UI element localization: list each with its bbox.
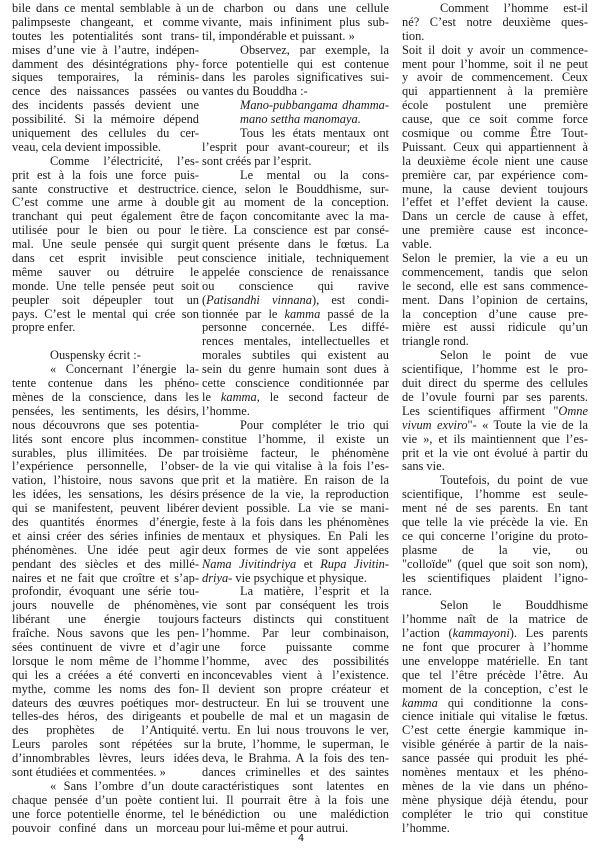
text-line: l’esprit pour avant-coureur; et ils	[202, 139, 389, 154]
text-run: ), est condi-	[311, 292, 389, 307]
text-line: mano settha manomaya.	[240, 112, 361, 127]
text-line: cosmique ou comme Être Tout-	[402, 126, 588, 141]
text-line: scientifique, l’homme est seule-	[402, 487, 588, 502]
text-line: Ouspensky écrit :-	[50, 348, 141, 363]
italic-term: kammayoni	[452, 626, 510, 641]
text-line: utilisée pour le bien ou pour le	[12, 223, 199, 238]
text-line: moment de la conception, c’est le	[402, 681, 588, 696]
text-line: sante constructive et destructrice.	[12, 181, 199, 196]
text-column-3	[402, 2, 588, 835]
text-line: triangle rond.	[402, 334, 469, 349]
text-line: prit et la matière. En raison de la	[202, 473, 389, 488]
text-run: tionnée par le	[202, 306, 285, 321]
text-run: ). Les parents	[509, 626, 588, 641]
text-line: vable.	[402, 237, 432, 252]
text-line: Selon le premier, la vie a eu un	[402, 251, 588, 266]
text-line: mythe, comme les noms des fon-	[12, 681, 199, 696]
text-line: sées continuent de vivre et d’agir	[12, 639, 199, 654]
text-line: Dans un cercle de cause à effet,	[402, 209, 588, 224]
text-line: morales subtiles qui existent au	[202, 348, 389, 363]
text-line: jours nouvelle de phénomènes,	[12, 598, 199, 613]
italic-term: kamma	[402, 695, 438, 710]
text-column-2	[202, 2, 389, 835]
text-line: Tous les états mentaux ont	[240, 126, 389, 141]
text-line: « Sans l’ombre d’un doute	[50, 778, 199, 793]
text-line: nous découvrons que ses potentia-	[12, 417, 199, 432]
text-line	[202, 391, 389, 405]
text-line: pour lui-même et pour autrui.	[202, 820, 349, 835]
text-line: de charbon ou dans une cellule	[202, 1, 389, 15]
text-line: l’homme, avec des possibilités	[202, 653, 389, 668]
text-column-1	[12, 2, 199, 835]
text-line: ment. Dans l’opinion de certains,	[402, 292, 588, 307]
text-line: que tel l’être précède l’être. Au	[402, 667, 588, 682]
text-line: la conception d’une cause pre-	[402, 306, 588, 321]
text-run: "- « Toute la vie de la	[467, 417, 588, 432]
text-line: lui. Il pourrait être à la fois une	[202, 792, 389, 807]
text-line: Pour compléter le trio qui	[240, 417, 389, 432]
text-line: une force puissante comme	[202, 639, 389, 654]
text-line: première car, par expérience com-	[402, 167, 588, 182]
text-line: tière. La conscience est par consé-	[202, 223, 389, 238]
italic-term: driya	[202, 570, 229, 585]
text-run: - vie psychique et physique.	[228, 570, 367, 585]
text-line: Soit il doit y avoir un commence-	[402, 42, 588, 57]
page-number: 4	[297, 833, 305, 844]
text-line: école postulent une première	[402, 98, 588, 113]
text-line: de façon concomitante avec la ma-	[202, 209, 389, 224]
text-line: des quantités énormes d’énergie,	[12, 514, 199, 529]
text-line: une première cause est inconce-	[402, 223, 588, 238]
text-line: mentaux et physiques. En Pali les	[202, 528, 389, 543]
text-line: constitue l’homme, il existe un	[202, 431, 389, 446]
text-run: , le second facteur de	[256, 389, 389, 404]
text-line: qui appartiennent à la première	[402, 84, 588, 99]
text-run: le	[202, 389, 221, 404]
text-line: une force potentielle énorme, tel le	[12, 806, 199, 821]
text-line: sance passée qui produit les phé-	[402, 751, 588, 766]
text-run: qui conditionne la cons-	[437, 695, 588, 710]
text-line: qui les a créées a été converti en	[12, 667, 199, 682]
text-line: til, impondérable et puissant. »	[202, 28, 355, 43]
text-line: deux formes de vie sont appelées	[202, 542, 389, 557]
text-line: "colloïde" (quel que soit son nom),	[402, 556, 588, 571]
italic-term: kamma	[220, 389, 257, 404]
text-line: caractéristiques sont latentes en	[202, 778, 389, 793]
text-line	[402, 627, 588, 641]
text-line: scientifique, l’homme est le pro-	[402, 362, 588, 377]
text-line: inconcevables vient à l’existence.	[202, 667, 389, 682]
text-line: compléter le trio qui constitue	[402, 806, 588, 821]
text-line: sans vie.	[402, 459, 445, 474]
text-line: le second, elle est sans commence-	[402, 278, 588, 293]
text-line: pensées, les sentiments, les désirs,	[12, 403, 199, 418]
text-line: fraîche. Nous savons que les pen-	[12, 626, 199, 641]
text-line: conscience initiale, techniquement	[202, 251, 389, 266]
text-line: d’innombrables lèvres, leurs idées	[12, 751, 199, 766]
text-line: Le mental ou la cons-	[240, 167, 389, 182]
text-line	[202, 572, 389, 586]
text-line: Comme l’électricité, l’es-	[50, 153, 199, 168]
text-line: les scientifiques plaident l’igno-	[402, 570, 588, 585]
text-line: même sauver ou détruire le	[12, 264, 199, 279]
text-line: peupler soit dépeupler tout un	[12, 292, 199, 307]
text-line: dateurs des œuvres poétiques mor-	[12, 695, 199, 710]
text-line: mène physique déjà étendu, pour	[402, 792, 588, 807]
text-line: plasme de la vie, ou	[402, 542, 588, 557]
text-line: telles-des héros, des dirigeants et	[12, 709, 199, 724]
text-line: commencement, tandis que selon	[402, 264, 588, 279]
text-line: vantes du Bouddha :-	[202, 84, 308, 99]
text-line: tente contenue dans les phéno-	[12, 376, 199, 391]
text-line: mènes de la vie dans un phéno-	[402, 778, 588, 793]
paragraph-gap	[12, 335, 199, 349]
text-run: l’action (	[402, 626, 453, 641]
text-line: chaque pensée d’un poète contient	[12, 792, 199, 807]
text-line: propre enfer.	[12, 320, 76, 335]
text-line: bénédiction ou une malédiction	[202, 806, 389, 821]
text-line: Mano-pubbangama dhamma-	[240, 98, 389, 113]
text-line: naires et ne fait que croître et s’ap-	[12, 570, 199, 585]
text-line: damment des désintégrations phy-	[12, 56, 199, 71]
text-line: la brute, l’homme, le superman, le	[202, 737, 389, 752]
text-run: Les scientifiques affirment "	[402, 403, 559, 418]
text-line: mière est aussi ridicule qu’un	[402, 320, 588, 335]
text-line	[202, 558, 389, 572]
text-line: une enveloppe matérielle. En tant	[402, 653, 588, 668]
text-line	[402, 697, 588, 711]
text-line: ou conscience qui ravive	[202, 278, 389, 293]
text-line: vation, l’histoire, nous savons que	[12, 473, 199, 488]
text-line: pouvoir confiné dans un morceau	[12, 820, 199, 835]
text-line: l’homme.	[202, 403, 250, 418]
italic-term: Omne	[558, 403, 588, 418]
text-line: visible générée à partir de la nais-	[402, 737, 588, 752]
text-line: des prophètes de l’Antiquité.	[12, 723, 199, 738]
text-run: passé de la	[320, 306, 389, 321]
italic-term: vivum exviro	[402, 417, 468, 432]
text-line: de la vie qui vitalise à la fois l’es-	[202, 459, 389, 474]
text-line: force potentielle qui est contenue	[202, 56, 389, 71]
text-line: l’expérience personnelle, l’obser-	[12, 459, 199, 474]
text-line: ce qui concerne l’origine du proto-	[402, 528, 588, 543]
text-line: l’homme.	[402, 820, 450, 835]
text-line: né? C’est notre deuxième ques-	[402, 14, 588, 29]
text-line: l’effet et l’effet devient la cause.	[402, 195, 588, 210]
text-line: profondir, évoquant une série tou-	[12, 584, 199, 599]
italic-term: Rupa Jivitin-	[320, 556, 389, 571]
text-line: ment pour l’homme, soit il ne peut	[402, 56, 588, 71]
text-line: rance.	[402, 584, 432, 599]
text-line: Selon le Bouddhisme	[440, 598, 588, 613]
text-line: Toutefois, du point de vue	[440, 473, 588, 488]
text-line: deva, le Brahma. A la fois des ten-	[202, 751, 389, 766]
italic-term: kamma	[284, 306, 321, 321]
text-line: uniquement des cellules du cer-	[12, 126, 199, 141]
text-line: bile dans ce mental semblable à un	[12, 1, 199, 15]
text-line: l’homme naît de la matrice de	[402, 612, 588, 627]
text-line: que telle la vie précède la vie. En	[402, 514, 588, 529]
italic-term: Nama Jivitindriya	[202, 556, 297, 571]
text-line: siques temporaires, la réminis-	[12, 70, 199, 85]
text-line: sont créés par l’esprit.	[202, 153, 312, 168]
text-line: sont étudiées et commentées. »	[12, 764, 166, 779]
text-line: quent présente dans le fœtus. La	[202, 237, 389, 252]
text-line: mises d’une vie à l’autre, indépen-	[12, 42, 199, 57]
text-line: l’homme. Par leur combinaison,	[202, 626, 389, 641]
text-line: prit est à la fois une force puis-	[12, 167, 199, 182]
text-line: Puissant. Ceux qui appartiennent à	[402, 139, 588, 154]
text-line: Comment l’homme est-il	[440, 1, 588, 15]
text-line	[202, 308, 389, 322]
text-line: C’est comme une arme à double	[12, 195, 199, 210]
text-line: présence de la vie, la reproduction	[202, 487, 389, 502]
text-line: poubelle de mal et un magasin de	[202, 709, 389, 724]
text-line: vivante, mais infiniment plus sub-	[202, 14, 389, 29]
text-line	[202, 294, 389, 308]
text-run: (	[202, 292, 207, 307]
text-line: lorsque le nom même de l’homme	[12, 653, 199, 668]
text-line	[402, 405, 588, 419]
text-line: surables, plus illimitées. De par	[12, 445, 199, 460]
text-line: mènes de la conscience, dans les	[12, 389, 199, 404]
text-line: tion.	[402, 28, 425, 43]
text-line: vie », et ils maintiennent que l’es-	[402, 431, 588, 446]
text-line: La matière, l’esprit et la	[240, 584, 389, 599]
text-line: destructeur. En lui se trouvent une	[202, 695, 389, 710]
text-line: les idées, les sensations, les désirs	[12, 487, 199, 502]
text-line: ne font que procurer à l’homme	[402, 639, 588, 654]
italic-term: Patisandhi vinnana	[206, 292, 312, 307]
text-line: vie sont par conséquent les trois	[202, 598, 389, 613]
text-line: possibilité. Si la mémoire dépend	[12, 112, 199, 127]
text-line: dans les paroles significatives sui-	[202, 70, 389, 85]
text-line: feste à la fois dans les phénomènes	[202, 514, 389, 529]
text-line: Il devient son propre créateur et	[202, 681, 389, 696]
text-line: prit et la vie ont évolué à partir du	[402, 445, 588, 460]
text-line: C’est cette énergie kammique in-	[402, 723, 588, 738]
text-line: vertu. En lui nous trouvons le ver,	[202, 723, 389, 738]
text-line: cience initiale qui vitalise le fœtus.	[402, 709, 588, 724]
text-line: libérant une énergie toujours	[12, 612, 199, 627]
text-line: ment né de ses parents. En tant	[402, 501, 588, 516]
text-line: y avoir de commencement. Ceux	[402, 70, 588, 85]
text-line: veau, cela devient impossible.	[12, 139, 161, 154]
text-line: de l’ovule fourni par ses parents.	[402, 389, 588, 404]
text-line: devient possible. La vie se mani-	[202, 501, 389, 516]
text-line: cence des naissances passées ou	[12, 84, 199, 99]
text-line: pays. C’est le mental qui crée son	[12, 306, 199, 321]
text-line: « Concernant l’énergie la-	[50, 362, 199, 377]
text-line: Observez, par exemple, la	[240, 42, 389, 57]
text-line: dans cet esprit invisible peut	[12, 251, 199, 266]
text-line: toutes les potentialités sont trans-	[12, 28, 199, 43]
text-line: duit direct du sperme des cellules	[402, 376, 588, 391]
text-line	[402, 419, 588, 433]
text-line: lités sont encore plus incommen-	[12, 431, 199, 446]
text-line: cause, que ce soit comme force	[402, 112, 588, 127]
text-line: Selon le point de vue	[440, 348, 588, 363]
text-line: et ainsi créer des séries infinies de	[12, 528, 199, 543]
text-line: tranchant qui peut également être	[12, 209, 199, 224]
text-line: sein du genre humain sont dues à	[202, 362, 389, 377]
text-line: des incidents passés devient une	[12, 98, 199, 113]
text-line: personne concernée. Les diffé-	[202, 320, 389, 335]
text-line: Leurs paroles sont répétées sur	[12, 737, 199, 752]
text-line: la deuxième école nient une cause	[402, 153, 588, 168]
text-line: cience, selon le Bouddhisme, sur-	[202, 181, 389, 196]
text-line: cette conscience conditionnée par	[202, 376, 389, 391]
text-line: nomènes mentaux et les phéno-	[402, 764, 588, 779]
text-line: phénomènes. Une idée peut agir	[12, 542, 199, 557]
text-line: rences mentales, intellectuelles et	[202, 334, 389, 349]
text-line: appelée conscience de renaissance	[202, 264, 389, 279]
text-run: et	[296, 556, 321, 571]
text-line: facteurs distincts qui constituent	[202, 612, 389, 627]
text-line: troisième facteur, le phénomène	[202, 445, 389, 460]
text-line: mune, la cause devient toujours	[402, 181, 588, 196]
text-line: pendant des siècles et des millé-	[12, 556, 199, 571]
text-line: palimpseste changeant, et comme	[12, 14, 199, 29]
text-line: git au moment de la conception.	[202, 195, 389, 210]
text-line: monde. Une telle pensée peut soit	[12, 278, 199, 293]
text-line: qui se manifestent, peuvent libérer	[12, 501, 199, 516]
text-line: dances criminelles et des saintes	[202, 764, 389, 779]
text-line: mal. Une seule pensée qui surgit	[12, 237, 199, 252]
